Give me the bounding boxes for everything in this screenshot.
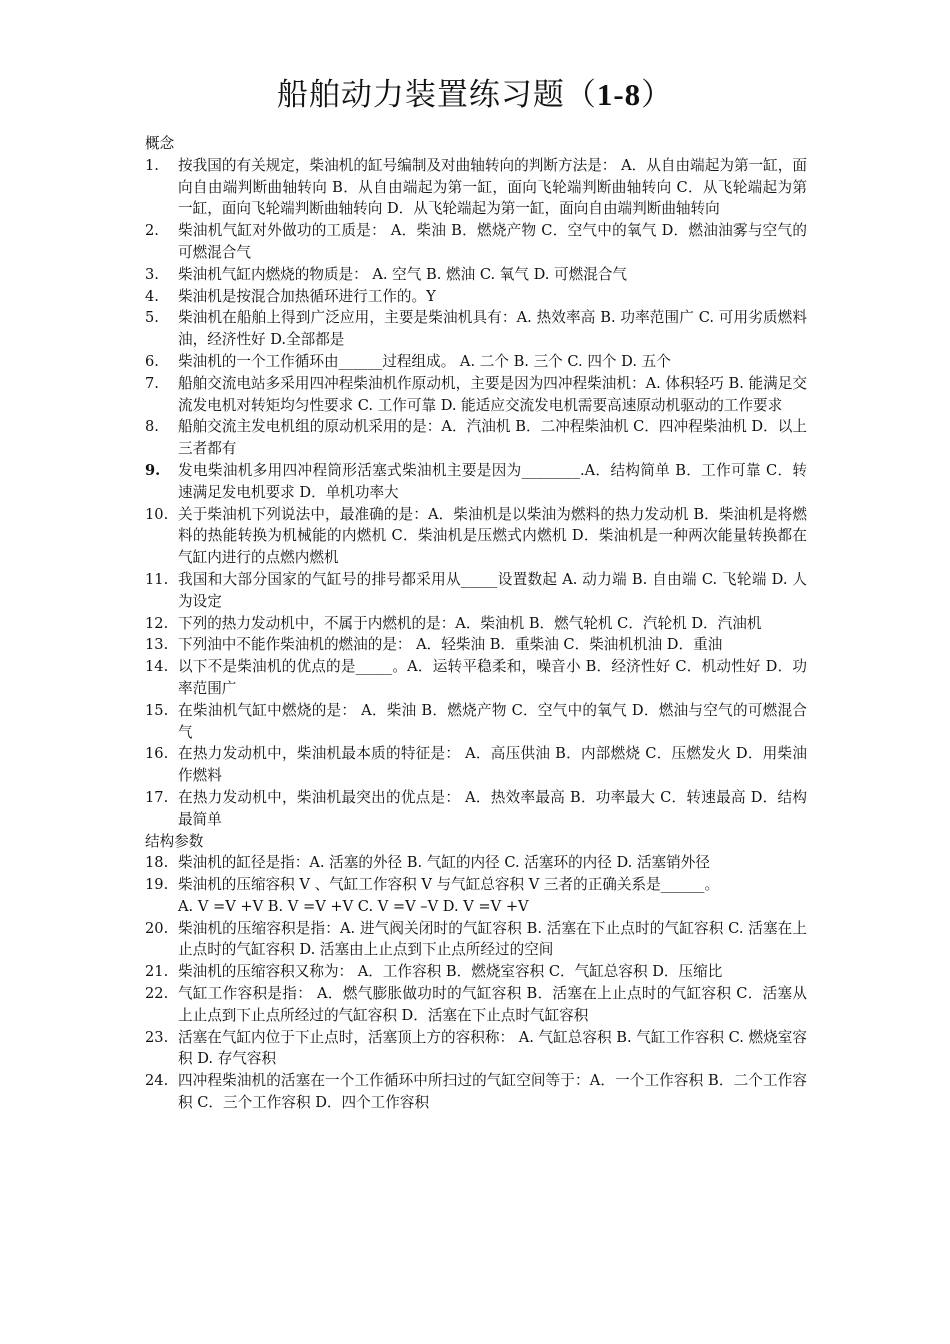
- question-body: [145, 133, 807, 1114]
- question-number: 6.: [145, 352, 159, 370]
- question-text: 在柴油机气缸中燃烧的是： A．柴油 B．燃烧产物 C．空气中的氧气 D．燃油与空气的可燃混合气: [178, 701, 807, 741]
- page-title: [0, 74, 950, 116]
- question-text: 柴油机气缸对外做功的工质是： A．柴油 B．燃烧产物 C．空气中的氧气 D．燃油油雾与空气的可燃混合气: [178, 222, 807, 261]
- question-text: 船舶交流电站多采用四冲程柴油机作原动机，主要是因为四冲程柴油机：A. 体积轻巧 B. 能满足交流发电机对转矩均匀性要求 C. 工作可靠 D. 能适应交流发电机需要高速原动机驱动的工作要求: [178, 374, 807, 414]
- question-number: 12.: [145, 614, 169, 632]
- question-text: 船舶交流主发电机组的原动机采用的是：A．汽油机 B．二冲程柴油机 C．四冲程柴油机 D．以上三者都有: [178, 418, 807, 458]
- question-text: 柴油机气缸内燃烧的物质是： A. 空气 B. 燃油 C. 氧气 D. 可燃混合气: [178, 265, 628, 283]
- question-text: 柴油机的缸径是指：A. 活塞的外径 B. 气缸的内径 C. 活塞环的内径 D. 活塞销外径: [178, 854, 710, 872]
- question-text: 以下不是柴油机的优点的是_____。A．运转平稳柔和，噪音小 B．经济性好 C．机动性好 D．功率范围广: [178, 658, 807, 697]
- question-text: 按我国的有关规定，柴油机的缸号编制及对曲轴转向的判断方法是： A．从自由端起为第一缸，面向自由端判断曲轴转向 B．从自由端起为第一缸，面向飞轮端判断曲轴转向 C．从飞轮端起为第一缸，面向飞轮端判断曲轴转向 D．从飞轮端起为第一缸，面向自由端判断曲轴转向: [178, 156, 807, 218]
- question-number: 10.: [145, 505, 169, 523]
- title-close: ）: [641, 77, 674, 113]
- question-number: 24.: [145, 1072, 169, 1090]
- question-number: 17.: [145, 788, 169, 806]
- question-text: 活塞在气缸内位于下止点时，活塞顶上方的容积称： A. 气缸总容积 B. 气缸工作容积 C. 燃烧室容积 D. 存气容积: [178, 1028, 807, 1068]
- question-text: 柴油机是按混合加热循环进行工作的。Y: [178, 287, 436, 305]
- structure-question-list: [145, 852, 807, 1114]
- question-number: 4.: [145, 287, 159, 305]
- question-text: 我国和大部分国家的气缸号的排号都采用从_____设置数起 A. 动力端 B. 自由端 C. 飞轮端 D. 人为设定: [178, 570, 807, 610]
- question-number: 18.: [145, 854, 169, 872]
- question-item: [145, 220, 807, 264]
- question-item: [145, 874, 807, 896]
- question-item: [145, 264, 807, 286]
- question-item: [145, 787, 807, 831]
- question-item: [145, 1070, 807, 1114]
- question-number: 13.: [145, 636, 169, 654]
- question-number: 2.: [145, 222, 159, 240]
- question-text: A. V =V +V B. V =V +V C. V =V –V D. V =V +V: [178, 897, 529, 915]
- question-number: 7.: [145, 374, 159, 392]
- question-number: 19.: [145, 876, 169, 894]
- question-text: 气缸工作容积是指： A．燃气膨胀做功时的气缸容积 B．活塞在上止点时的气缸容积 C．活塞从上止点到下止点所经过的气缸容积 D．活塞在下止点时气缸容积: [178, 985, 807, 1024]
- question-text: 下列油中不能作柴油机的燃油的是： A．轻柴油 B．重柴油 C．柴油机机油 D．重油: [178, 636, 723, 654]
- question-item: [145, 155, 807, 220]
- question-number: 21.: [145, 963, 169, 981]
- question-item: [145, 656, 807, 700]
- question-item: [145, 1027, 807, 1071]
- question-item: [145, 460, 807, 504]
- section-heading-structure: 结构参数: [145, 832, 204, 850]
- question-text: 关于柴油机下列说法中，最准确的是：A．柴油机是以柴油为燃料的热力发动机 B．柴油机是将燃料的热能转换为机械能的内燃机 C．柴油机是压燃式内燃机 D．柴油机是一种两次能量转换都在气缸内进行的点燃内燃机: [178, 505, 807, 567]
- question-number: 23.: [145, 1028, 169, 1046]
- question-item: [145, 896, 807, 918]
- question-number: 9.: [145, 461, 161, 479]
- question-item: [145, 634, 807, 656]
- question-number: 3.: [145, 265, 159, 283]
- question-text: 柴油机的压缩容积 V 、气缸工作容积 V 与气缸总容积 V 三者的正确关系是______。: [178, 876, 720, 894]
- question-text: 柴油机的压缩容积是指：A. 进气阀关闭时的气缸容积 B. 活塞在下止点时的气缸容积 C. 活塞在上止点时的气缸容积 D. 活塞由上止点到下止点所经过的空间: [178, 919, 807, 959]
- question-number: 16.: [145, 745, 169, 763]
- question-item: [145, 961, 807, 983]
- question-item: [145, 286, 807, 308]
- section-heading-concept: 概念: [145, 135, 175, 152]
- question-text: 柴油机的一个工作循环由______过程组成。 A. 二个 B. 三个 C. 四个 D. 五个: [178, 352, 671, 370]
- question-item: [145, 373, 807, 417]
- title-bold: 1-8: [596, 77, 642, 112]
- question-number: 8.: [145, 418, 159, 436]
- question-text: 四冲程柴油机的活塞在一个工作循环中所扫过的气缸空间等于：A．一个工作容积 B．二个工作容积 C．三个工作容积 D．四个工作容积: [178, 1072, 807, 1112]
- question-text: 下列的热力发动机中，不属于内燃机的是：A．柴油机 B．燃气轮机 C．汽轮机 D．汽油机: [178, 614, 762, 632]
- question-number: 11.: [145, 570, 169, 588]
- question-item: [145, 700, 807, 744]
- question-item: [145, 416, 807, 460]
- question-number: 20.: [145, 919, 169, 937]
- question-item: [145, 852, 807, 874]
- question-item: [145, 743, 807, 787]
- question-item: [145, 307, 807, 351]
- question-item: [145, 504, 807, 569]
- title-text: 船舶动力装置练习题（: [276, 77, 597, 113]
- question-item: [145, 351, 807, 373]
- concept-question-list: [145, 155, 807, 831]
- question-text: 在热力发动机中，柴油机最突出的优点是： A．热效率最高 B．功率最大 C．转速最高 D．结构最简单: [178, 788, 807, 828]
- question-item: [145, 918, 807, 962]
- question-item: [145, 983, 807, 1027]
- question-text: 柴油机在船舶上得到广泛应用，主要是柴油机具有：A. 热效率高 B. 功率范围广 C. 可用劣质燃料油，经济性好 D.全部都是: [178, 309, 807, 349]
- question-text: 柴油机的压缩容积又称为： A．工作容积 B．燃烧室容积 C．气缸总容积 D．压缩比: [178, 963, 723, 981]
- question-item: [145, 569, 807, 613]
- question-number: 22.: [145, 985, 169, 1003]
- question-text: 在热力发动机中，柴油机最本质的特征是： A．高压供油 B．内部燃烧 C．压燃发火 D．用柴油作燃料: [178, 745, 807, 785]
- question-number: 14.: [145, 658, 169, 676]
- question-text: 发电柴油机多用四冲程筒形活塞式柴油机主要是因为________.A．结构简单 B．工作可靠 C．转速满足发电机要求 D．单机功率大: [178, 461, 807, 501]
- question-number: 5.: [145, 309, 159, 327]
- question-item: [145, 613, 807, 635]
- question-number: 1.: [145, 156, 159, 174]
- question-number: 15.: [145, 701, 169, 719]
